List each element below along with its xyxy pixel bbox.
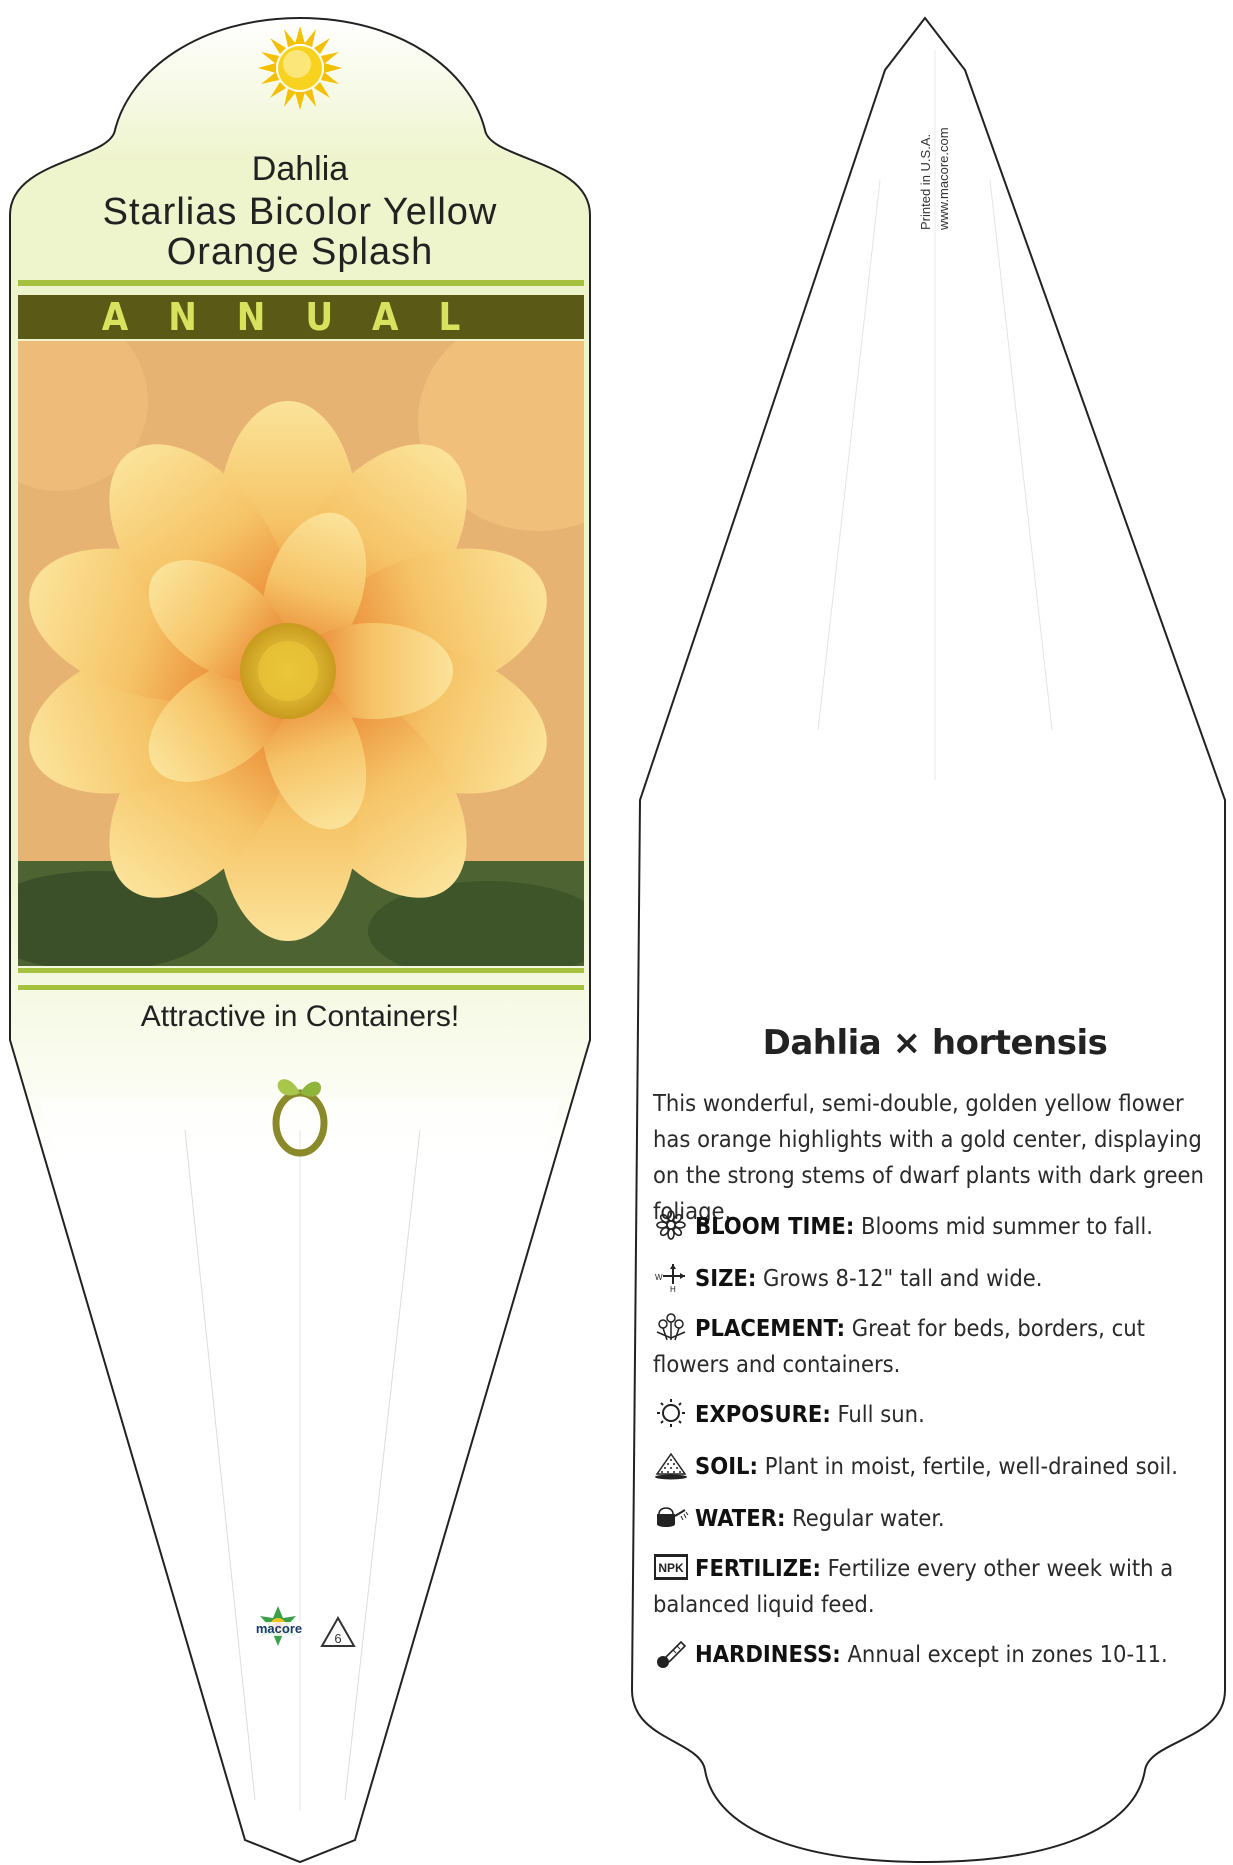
cultivar-line-1: Starlias Bicolor Yellow [102, 191, 498, 233]
printed-in-usa: Printed in U.S.A. [918, 133, 933, 230]
attr-hardiness: HARDINESS: Annual except in zones 10-11. [653, 1636, 1213, 1672]
cultivar-line-2: Orange Splash [166, 231, 434, 273]
mid-rule-1 [18, 968, 584, 973]
attr-exposure: EXPOSURE: Full sun. [653, 1396, 1213, 1432]
macore-logo [244, 1604, 360, 1656]
svg-text:H: H [670, 1285, 676, 1292]
top-rule [18, 280, 584, 286]
tagline: Attractive in Containers! [140, 1000, 460, 1033]
category-label: ANNUAL [101, 295, 501, 339]
attr-soil: SOIL: Plant in moist, fertile, well-drained soil. [653, 1448, 1213, 1484]
attr-water: WATER: Regular water. [653, 1500, 1213, 1536]
attr-bloom-time: BLOOM TIME: Blooms mid summer to fall. [653, 1208, 1213, 1244]
placement-icon [653, 1312, 689, 1342]
flower-icon [653, 1210, 689, 1240]
printed-info [918, 100, 951, 240]
thermometer-icon [653, 1638, 689, 1668]
attr-size: W H SIZE: Grows 8-12" tall and wide. [655, 1264, 1043, 1292]
watering-can-icon [653, 1502, 689, 1532]
npk-icon [653, 1552, 689, 1582]
dahlia-illustration [18, 341, 584, 966]
botanical-name: Dahlia × hortensis [762, 1023, 1108, 1063]
category-band [18, 295, 584, 339]
mid-rule-2 [18, 985, 584, 990]
description: This wonderful, semi-double, golden yellow flower has orange highlights with a gold center, displaying on the strong stems of dwarf plants with dark green foliage. [653, 1089, 1204, 1225]
svg-text:NPK: NPK [658, 1561, 684, 1575]
cultivar-name [20, 192, 580, 272]
sun-icon [653, 1398, 689, 1428]
brand-name: macore [255, 1621, 303, 1636]
sun-logo-icon [258, 26, 342, 110]
svg-text:W: W [655, 1273, 663, 1282]
genus-name: Dahlia [251, 150, 349, 188]
recycle-code: 6 [334, 1631, 342, 1646]
attr-placement: PLACEMENT: Great for beds, borders, cut flowers and containers. [653, 1314, 1145, 1378]
seed-logo-icon [270, 1068, 330, 1158]
website: www.macore.com [936, 127, 951, 230]
size-icon [653, 1262, 689, 1292]
flower-photo [18, 341, 584, 966]
attr-fertilize: NPK FERTILIZE: Fertilize every other week with a balanced liquid feed. [653, 1554, 1174, 1618]
soil-icon [653, 1450, 689, 1480]
